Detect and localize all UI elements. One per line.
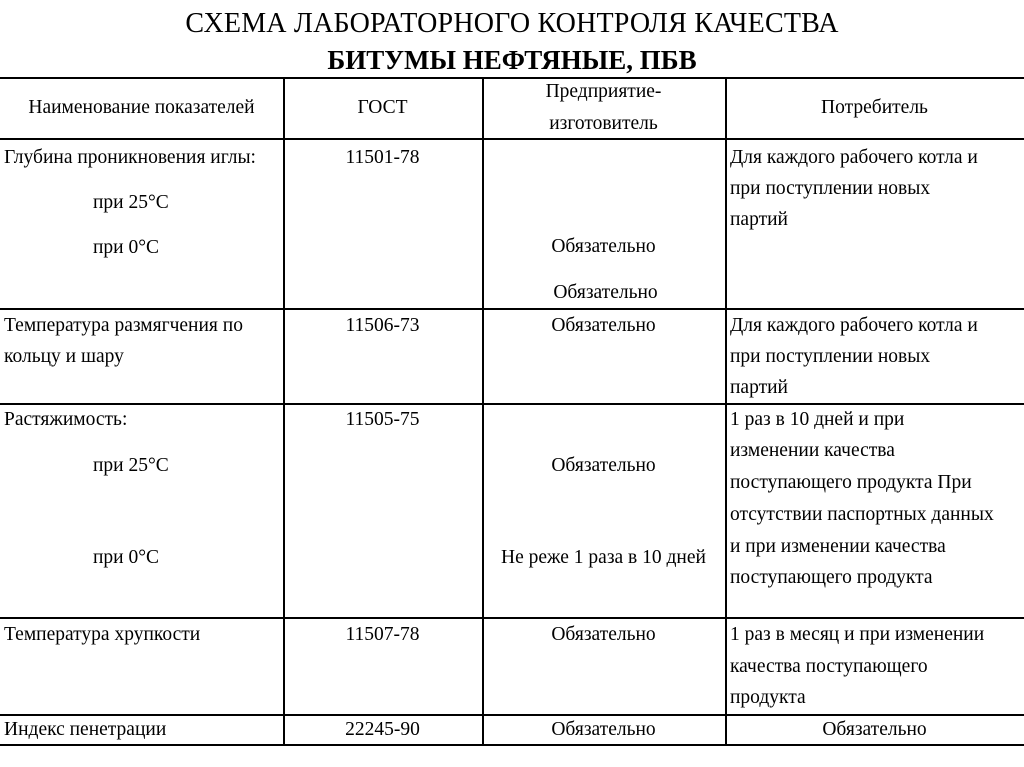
row-consumer: 1 раз в месяц и при изменении [730, 624, 985, 645]
header-consumer: Потребитель [821, 97, 928, 118]
header-gost: ГОСТ [357, 97, 408, 118]
row-name-sub: при 0°С [93, 547, 160, 568]
row-consumer: и при изменении качества [730, 536, 946, 557]
header-name: Наименование показателей [28, 97, 255, 118]
row-name: Температура размягчения по [4, 315, 243, 336]
row-gost: 11501-78 [345, 147, 420, 168]
row-gost: 11505-75 [345, 409, 420, 430]
row-consumer: поступающего продукта При [730, 472, 972, 493]
row-consumer: отсутствии паспортных данных [730, 504, 994, 525]
row-consumer: при поступлении новых [730, 178, 931, 199]
row-name: Температура хрупкости [4, 624, 201, 645]
row-consumer: изменении качества [730, 440, 895, 461]
table-column-rule [725, 77, 727, 745]
title-line-2: БИТУМЫ НЕФТЯНЫЕ, ПБВ [327, 45, 697, 75]
row-name: кольцу и шару [4, 346, 124, 367]
row-consumer: Для каждого рабочего котла и [730, 147, 978, 168]
row-consumer: поступающего продукта [730, 567, 933, 588]
row-gost: 11507-78 [345, 624, 420, 645]
row-producer: Обязательно [553, 282, 658, 303]
row-producer: Обязательно [551, 236, 656, 257]
row-name: Растяжимость: [4, 409, 128, 430]
title-line-1: СХЕМА ЛАБОРАТОРНОГО КОНТРОЛЯ КАЧЕСТВА [185, 8, 839, 39]
row-producer: Обязательно [551, 315, 656, 336]
row-producer: Обязательно [551, 455, 656, 476]
row-consumer: продукта [730, 687, 806, 708]
row-consumer: качества поступающего [730, 656, 928, 677]
header-producer: Предприятие- [545, 81, 662, 102]
row-producer: Не реже 1 раза в 10 дней [501, 547, 706, 568]
row-name-sub: при 0°С [93, 237, 160, 258]
row-name-sub: при 25°С [93, 192, 169, 213]
row-consumer: Для каждого рабочего котла и [730, 315, 978, 336]
row-consumer: партий [730, 209, 788, 230]
row-consumer: партий [730, 377, 788, 398]
row-consumer: при поступлении новых [730, 346, 931, 367]
row-name-sub: при 25°С [93, 455, 169, 476]
row-name: Глубина проникновения иглы: [4, 147, 256, 168]
row-gost: 22245-90 [345, 719, 420, 740]
row-gost: 11506-73 [345, 315, 420, 336]
row-consumer: 1 раз в 10 дней и при [730, 409, 905, 430]
row-consumer: Обязательно [822, 719, 927, 740]
row-producer: Обязательно [551, 624, 656, 645]
header-producer: изготовитель [549, 113, 658, 134]
row-producer: Обязательно [551, 719, 656, 740]
row-name: Индекс пенетрации [4, 719, 167, 740]
